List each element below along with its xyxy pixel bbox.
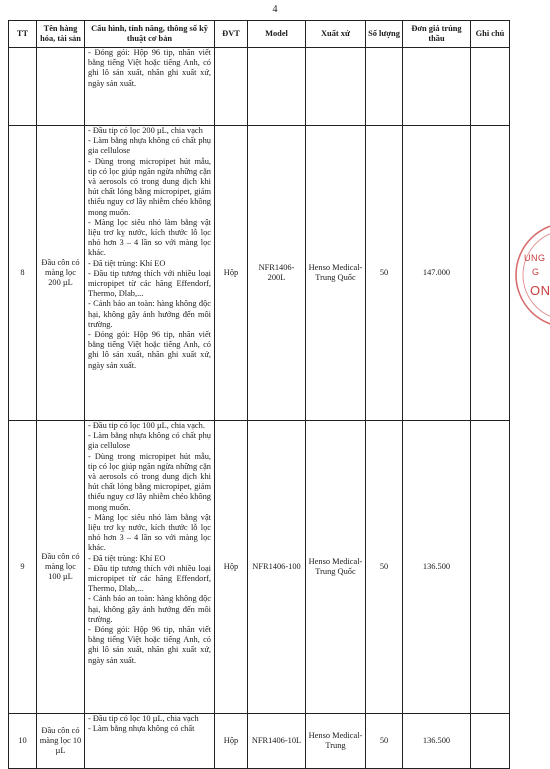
table-header-row [9, 21, 510, 48]
header-note: Ghi chú [471, 21, 510, 48]
spec-line: - Đầu tip có lọc 100 µL, chia vạch. [88, 421, 205, 430]
model-cell: NFR1406-100 [248, 421, 306, 714]
spec-line: - Màng lọc siêu nhỏ làm bằng vật liệu trơ kỵ nước, kích thước lỗ lọc nhỏ hơn 3 – 4 lần so với màng lọc khác. [88, 217, 211, 258]
unit-cell: Hộp [215, 421, 248, 714]
spec-cell [85, 126, 215, 421]
note-cell [471, 48, 510, 126]
note-cell [471, 714, 510, 769]
unit-cell: Hộp [215, 126, 248, 421]
price-cell [403, 48, 471, 126]
origin-cell: Henso Medical-Trung [306, 714, 366, 769]
spec-line: - Đã tiệt trùng: Khí EO [88, 553, 166, 563]
price-cell: 136.500 [403, 421, 471, 714]
spec-line: - Làm bằng nhựa không có chất phụ gia cellulose [88, 136, 211, 156]
header-spec: Cấu hình, tính năng, thông số kỹ thuật cơ bản [85, 21, 215, 48]
name-cell: Đầu côn có màng lọc 100 µL [37, 421, 85, 714]
spec-cell [85, 421, 215, 714]
stamp-text-3: ON [530, 283, 550, 298]
spec-cell [85, 714, 215, 769]
table-row [9, 421, 510, 714]
spec-line: - Dùng trong micropipet hút mẫu, tip có lọc giúp ngăn ngừa những cặn và aerosols có trong dung dịch khi hút chất lỏng bằng micropipet, giảm thiểu nguy cơ lây nhiễm chéo không mong muốn. [88, 156, 211, 217]
seal-icon [510, 205, 550, 345]
spec-line: - Cảnh báo an toàn: hàng không độc hại, không gây ảnh hưởng đến môi trường. [88, 299, 211, 329]
qty-cell: 50 [366, 126, 403, 421]
unit-cell: Hộp [215, 714, 248, 769]
spec-line: - Đầu tip tương thích với nhiều loại micropipet từ các hãng Effendorf, Thermo, Dlab,... [88, 563, 211, 594]
spec-line: - Đầu tip tương thích với nhiều loại micropipet từ các hãng Effendorf, Thermo, Dlab,... [88, 268, 211, 299]
header-unit: ĐVT [215, 21, 248, 48]
table-row [9, 714, 510, 769]
name-cell [37, 48, 85, 126]
spec-line: - Cảnh báo an toàn: hàng không độc hại, không gây ảnh hưởng đến môi trường. [88, 594, 211, 624]
page-number: 4 [272, 4, 278, 15]
tt-cell: 10 [9, 714, 37, 769]
stamp-text-2: G [532, 267, 540, 277]
header-qty: Số lượng [366, 21, 403, 48]
name-cell: Đầu côn có màng lọc 200 µL [37, 126, 85, 421]
spec-line: - Đóng gói: Hộp 96 tip, nhãn viết bằng tiếng Việt hoặc tiếng Anh, có ghi lô sản xuất, nhãn ghi xuất xứ, ngày sản xuất. [88, 48, 211, 88]
origin-cell: Henso Medical-Trung Quốc [306, 421, 366, 714]
header-origin: Xuất xứ [306, 21, 366, 48]
table-row [9, 48, 510, 126]
spec-line: - Đầu tip có lọc 200 µL, chia vạch [88, 126, 203, 135]
tt-cell: 9 [9, 421, 37, 714]
qty-cell: 50 [366, 421, 403, 714]
table-body [9, 48, 510, 769]
header-price: Đơn giá trúng thầu [403, 21, 471, 48]
model-cell [248, 48, 306, 126]
origin-cell: Henso Medical-Trung Quốc [306, 126, 366, 421]
qty-cell: 50 [366, 714, 403, 769]
spec-line: - Đóng gói: Hộp 96 tip, nhãn viết bằng tiếng Việt hoặc tiếng Anh, có ghi lô sản xuất, nhãn ghi xuất xứ, ngày sản xuất. [88, 330, 211, 370]
header-name: Tên hàng hóa, tài sản [37, 21, 85, 48]
qty-cell [366, 48, 403, 126]
table-row [9, 126, 510, 421]
spec-line: - Dùng trong micropipet hút mẫu, tip có lọc giúp ngăn ngừa những cặn và aerosols có trong dung dịch khi hút chất lỏng bằng micropipet, giảm thiểu nguy cơ lây nhiễm chéo không mong muốn. [88, 451, 211, 512]
model-cell: NFR1406-10L [248, 714, 306, 769]
spec-cell [85, 48, 215, 126]
name-cell: Đầu côn có màng lọc 10 µL [37, 714, 85, 769]
spec-line: - Đầu tip có lọc 10 µL, chia vạch [88, 714, 199, 723]
bid-items-table [8, 20, 510, 769]
spec-line: - Màng lọc siêu nhỏ làm bằng vật liệu trơ kỵ nước, kích thước lỗ lọc nhỏ hơn 3 – 4 lần so với màng lọc khác. [88, 512, 211, 553]
price-cell: 147.000 [403, 126, 471, 421]
header-model: Model [248, 21, 306, 48]
model-cell: NFR1406-200L [248, 126, 306, 421]
spec-line: - Làm bằng nhựa không có chất [88, 724, 195, 734]
tt-cell: 8 [9, 126, 37, 421]
spec-line: - Đóng gói: Hộp 96 tip, nhãn viết bằng tiếng Việt hoặc tiếng Anh, có ghi lô sản xuất, nhãn ghi xuất xứ, ngày sản xuất. [88, 625, 211, 665]
price-cell: 136.500 [403, 714, 471, 769]
header-tt: TT [9, 21, 37, 48]
spec-line: - Đã tiệt trùng: Khí EO [88, 258, 166, 268]
red-seal-stamp [510, 205, 550, 345]
note-cell [471, 421, 510, 714]
origin-cell [306, 48, 366, 126]
unit-cell [215, 48, 248, 126]
stamp-text-1: UNG [524, 253, 546, 263]
tt-cell [9, 48, 37, 126]
spec-line: - Làm bằng nhựa không có chất phụ gia cellulose [88, 431, 211, 451]
note-cell [471, 126, 510, 421]
